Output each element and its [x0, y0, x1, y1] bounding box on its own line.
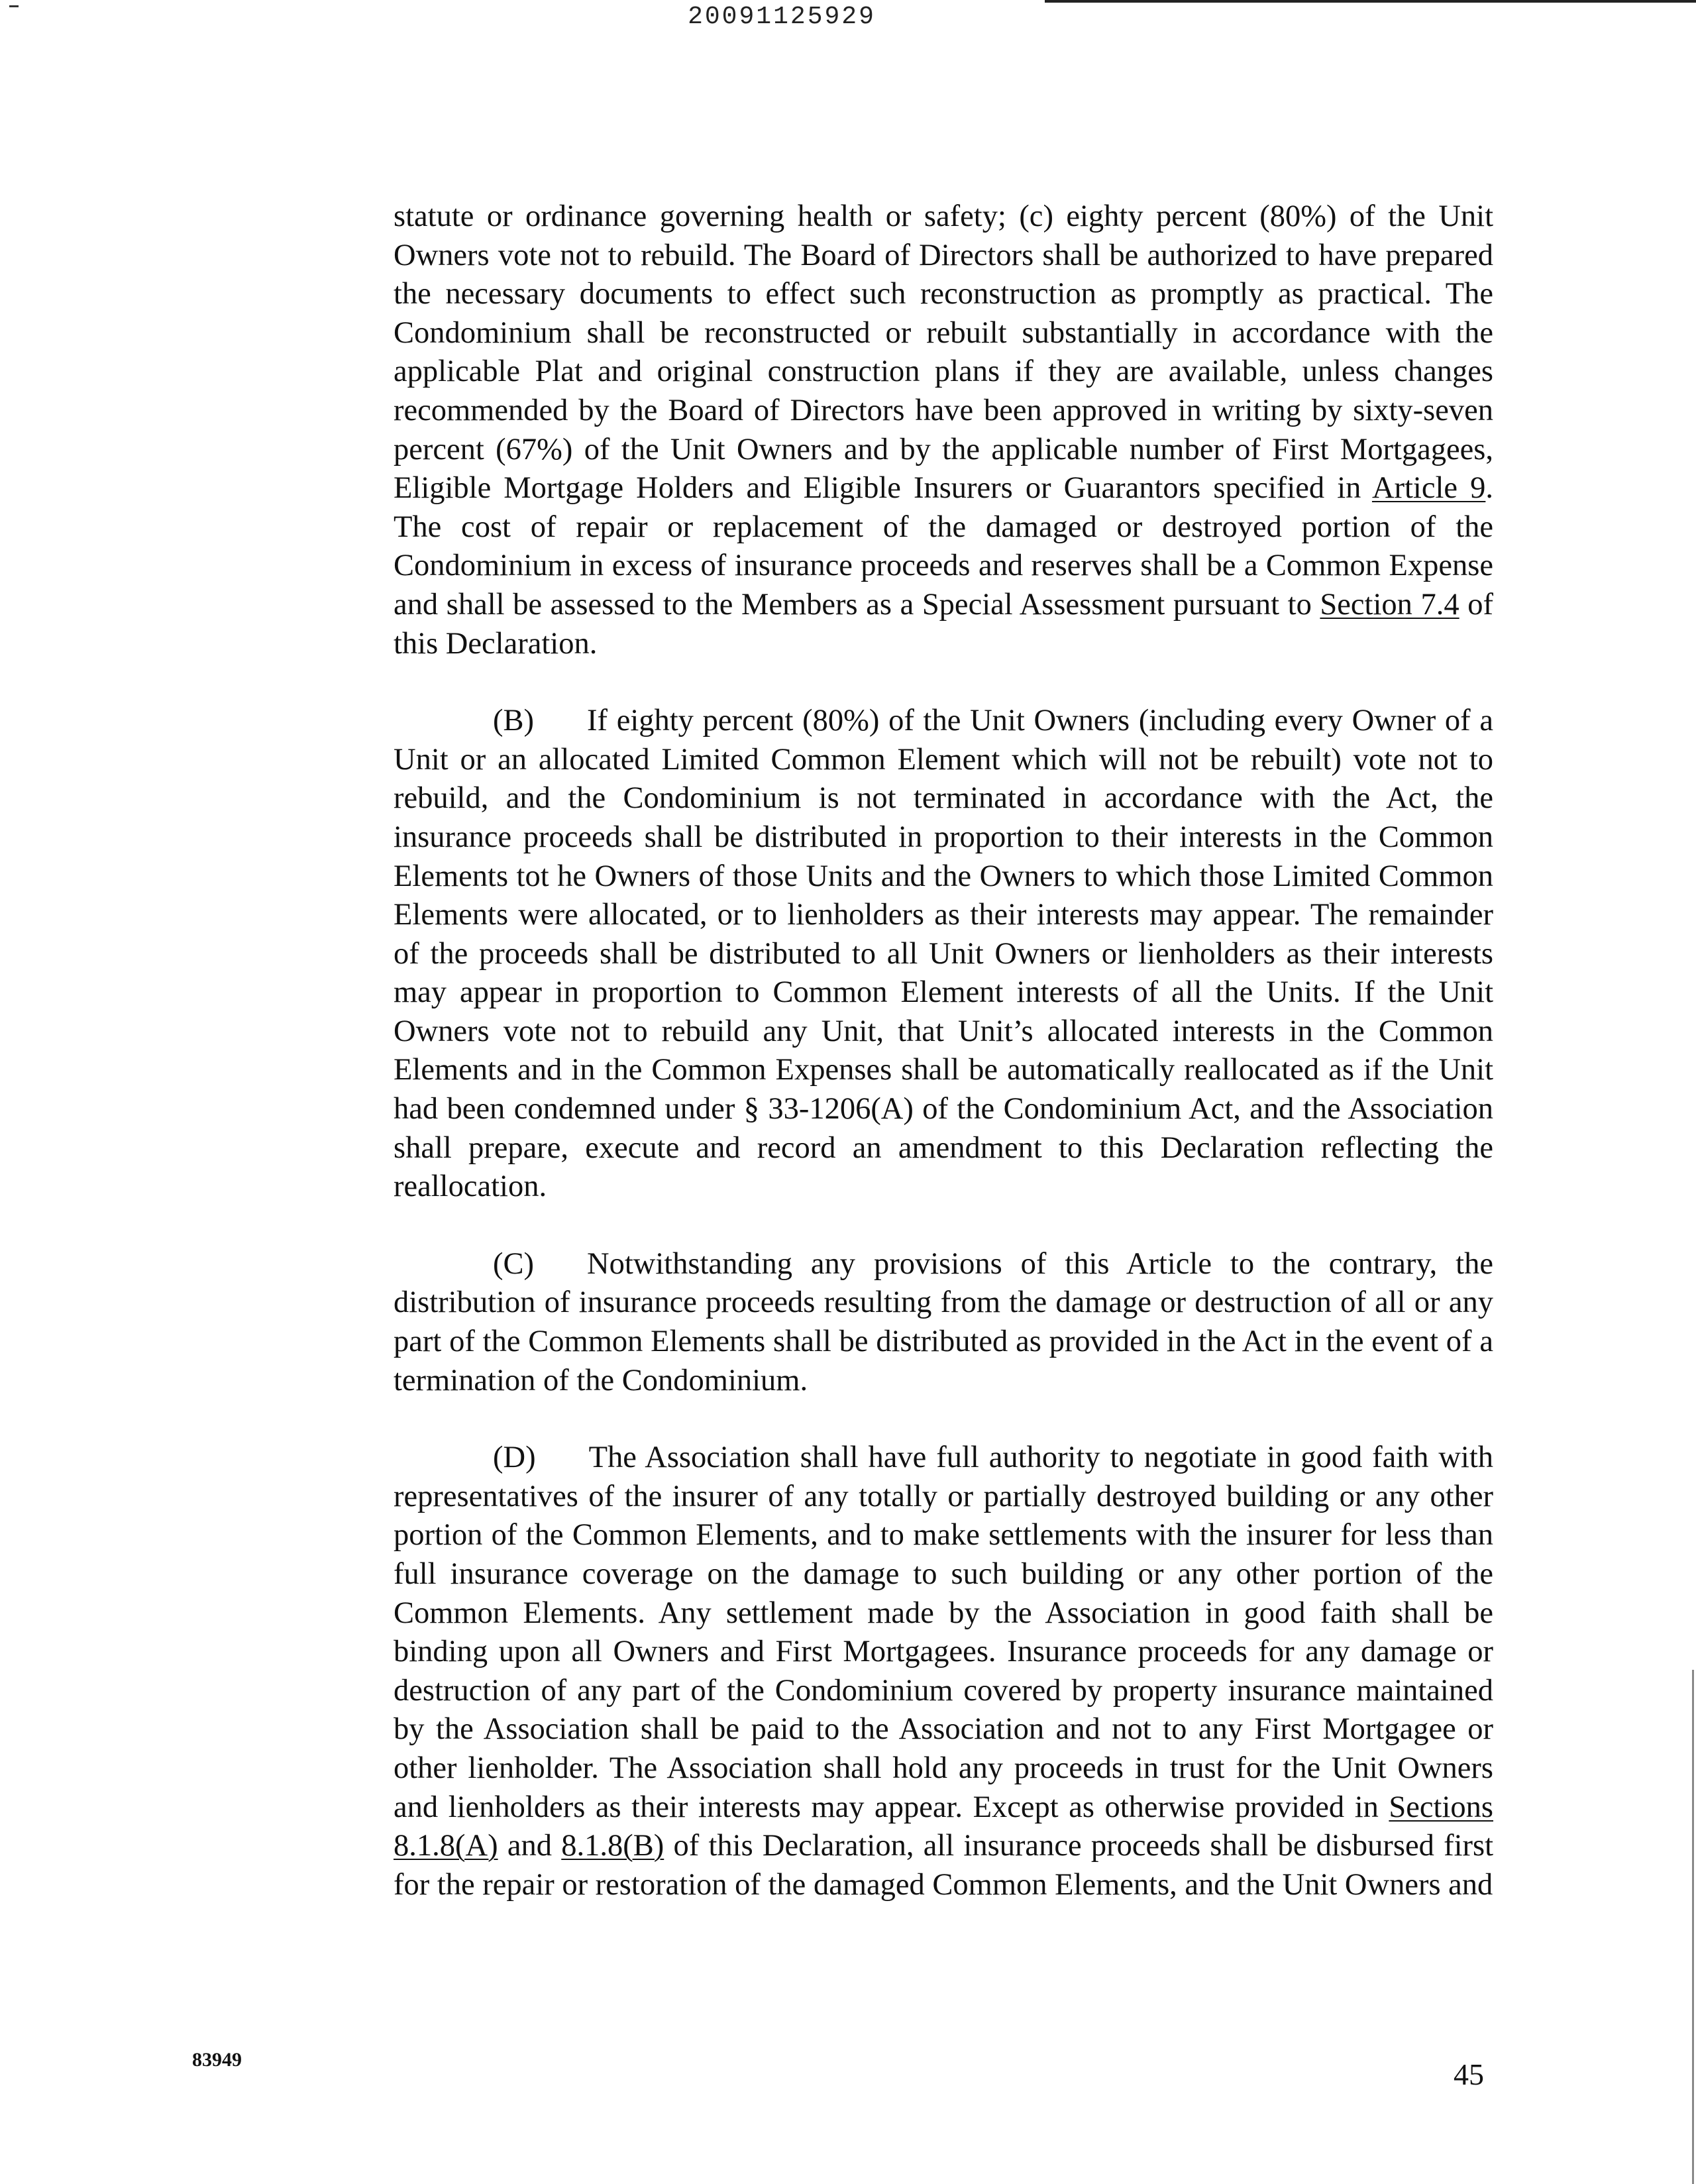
document-number: 20091125929: [688, 3, 876, 31]
paragraph-text: If eighty percent (80%) of the Unit Owners (including every Owner of a Unit or an allocated Limited Common Element which will not be rebuilt) vote not to rebuild, and the Condominium is not terminated in accordance with the Act, the insurance proceeds shall be distributed in proportion to their interests in the Common Elements tot he Owners of those Units and the Owners to which those Limited Common Elements were allocated, or to lienholders as their interests may appear. The remainder of the proceeds shall be distributed to all Unit Owners or lienholders as their interests may appear in proportion to Common Element interests of all the Units. If the Unit Owners vote not to rebuild any Unit, that Unit’s allocated interests in the Common Elements and in the Common Expenses shall be automatically reallocated as if the Unit had been condemned under § 33-1206(A) of the Condominium Act, and the Association shall prepare, execute and record an amendment to this Declaration reflecting the reallocation.: [394, 704, 1493, 1204]
document-body: [394, 197, 1493, 1943]
paragraph-text: of this Declaration, all insurance proceeds shall be disbursed first for the repair or restoration of the damaged Common Elements, and the Unit Owners and: [394, 1829, 1494, 1902]
paragraph-continuation: [394, 197, 1493, 663]
paragraph-text: . The cost of repair or replacement of the damaged or destroyed portion of the Condominium in excess of insurance proceeds and reserves shall be a Common Expense and shall be assessed to the Members as a Special Assessment pursuant to: [394, 471, 1493, 622]
paragraph-text: The Association shall have full authority to negotiate in good faith with representatives of the insurer of any totally or partially destroyed building or any other portion of the Common Elements, and to make settlements with the insurer for less than full insurance coverage on the damage to such building or any other portion of the Common Elements. Any settlement made by the Association in good faith shall be binding upon all Owners and First Mortgagees. Insurance proceeds for any damage or destruction of any part of the Condominium covered by property insurance maintained by the Association shall be paid to the Association and not to any First Mortgagee or other lienholder. The Association shall hold any proceeds in trust for the Unit Owners and lienholders as their interests may appear. Except as otherwise provided in: [394, 1441, 1493, 1824]
paragraph-label: (B): [493, 704, 534, 738]
paragraph-text: statute or ordinance governing health or safety; (c) eighty percent (80%) of the Unit Owners vote not to rebuild. The Board of Directors shall be authorized to have prepared the necessary documents to effect such reconstruction as promptly as practical. The Condominium shall be reconstructed or rebuilt substantially in accordance with the applicable Plat and original construction plans if they are available, unless changes recommended by the Board of Directors have been approved in writing by sixty-seven percent (67%) of the Unit Owners and by the applicable number of First Mortgagees, Eligible Mortgage Holders and Eligible Insurers or Guarantors specified in: [394, 199, 1493, 506]
paragraph-label: (C): [493, 1246, 534, 1281]
paragraph-text: Notwithstanding any provisions of this Article to the contrary, the distribution of insurance proceeds resulting from the damage or destruction of all or any part of the Common Elements shall be distributed as provided in the Act in the event of a termination of the Condominium.: [394, 1246, 1493, 1397]
paragraph-text: and: [498, 1829, 562, 1863]
scan-edge-line: [1692, 1670, 1694, 2184]
page-number: 45: [1454, 2057, 1484, 2091]
paragraph-label: (D): [493, 1441, 536, 1475]
paragraph-c: [394, 1245, 1493, 1400]
article-reference-link: Article 9: [1371, 471, 1486, 506]
section-reference-link: Sections 8.1.8(A): [394, 1790, 1493, 1863]
section-reference-link: Section 7.4: [1320, 587, 1459, 622]
paragraph-d: [394, 1439, 1493, 1904]
paragraph-text: of this Declaration.: [394, 587, 1493, 661]
section-reference-link: 8.1.8(B): [561, 1829, 664, 1863]
footer-code: 83949: [192, 2049, 242, 2071]
paragraph-b: [394, 702, 1493, 1207]
